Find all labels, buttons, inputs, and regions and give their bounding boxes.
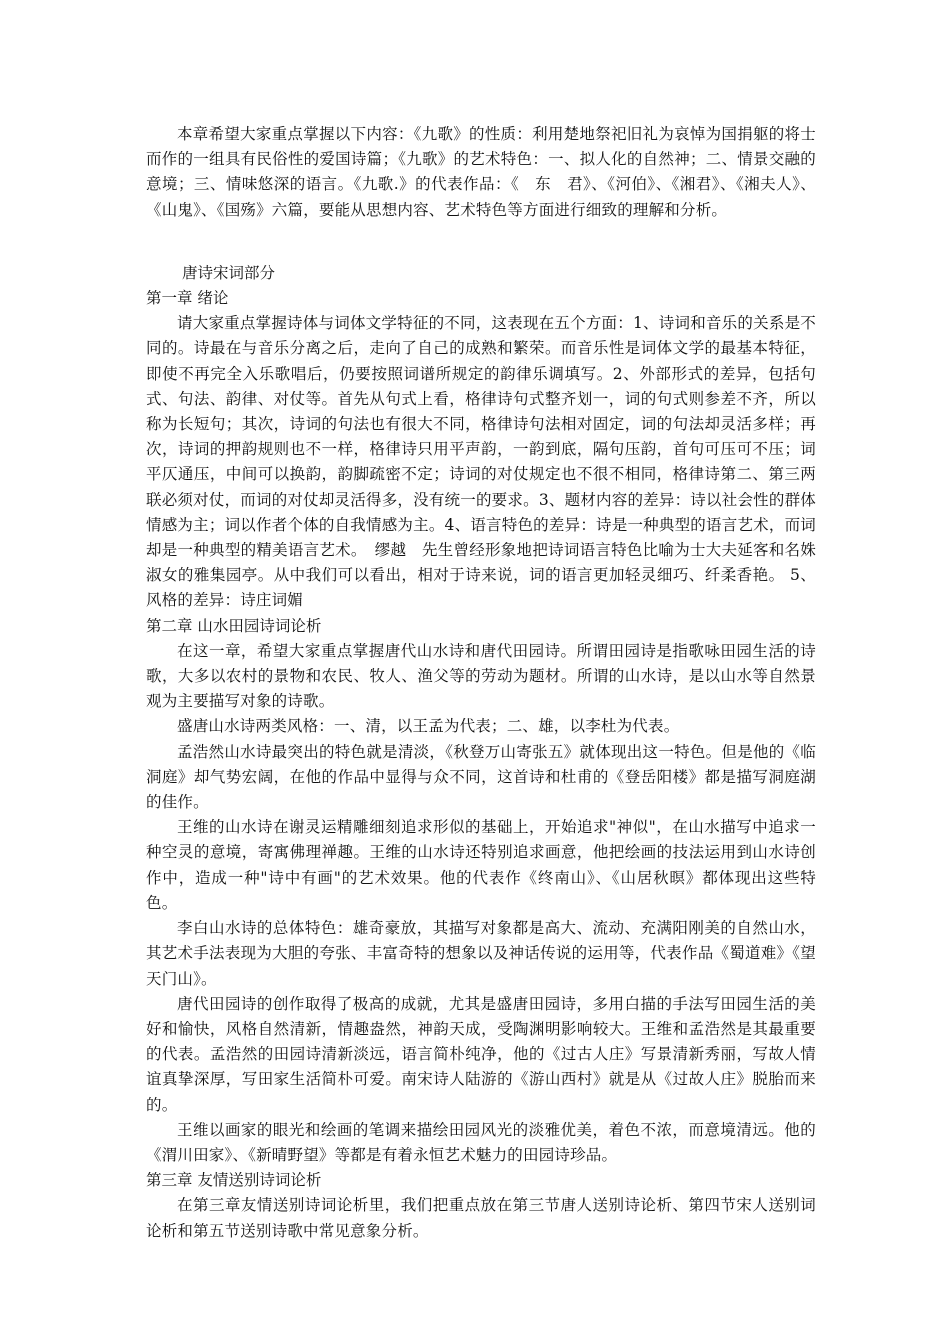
chapter-2-paragraph-6: 唐代田园诗的创作取得了极高的成就，尤其是盛唐田园诗，多用白描的手法写田园生活的美好和愉快，风格自然清新，情趣盎然，神韵天成，受陶渊明影响较大。王维和孟浩然是其最重要的代表。孟浩然的田园诗清新淡远，语言简朴纯净，他的《过古人庄》写景清新秀丽，写故人情谊真挚深厚，写田家生活简朴可爱。南宋诗人陆游的《游山西村》就是从《过故人庄》脱胎而来的。 <box>146 994 816 1114</box>
intro-paragraph: 本章希望大家重点掌握以下内容：《九歌》的性质：利用楚地祭祀旧礼为哀悼为国捐躯的将士而作的一组具有民俗性的爱国诗篇；《九歌》的艺术特色：一、拟人化的自然神；二、情景交融的意境；三、情味悠深的语言。《九歌.》的代表作品：《 东 君》、《河伯》、《湘君》、《湘夫人》、《山鬼》、《国殇》六篇，要能从思想内容、艺术特色等方面进行细致的理解和分析。 <box>146 125 816 219</box>
chapter-2-paragraph-1: 在这一章，希望大家重点掌握唐代山水诗和唐代田园诗。所谓田园诗是指歌咏田园生活的诗歌，大多以农村的景物和农民、牧人、渔父等的劳动为题材。所谓的山水诗，是以山水等自然景观为主要描写对象的诗歌。 <box>146 641 816 711</box>
chapter-2-paragraph-2: 盛唐山水诗两类风格：一、清，以王孟为代表；二、雄，以李杜为代表。 <box>177 717 680 736</box>
section-gap <box>146 223 816 261</box>
chapter-1-paragraph: 请大家重点掌握诗体与词体文学特征的不同，这表现在五个方面：1、诗词和音乐的关系是不同的。诗最在与音乐分离之后，走向了自己的成熟和繁荣。而音乐性是词体文学的最基本特征，即使不再完全入乐歌唱后，仍要按照词谱所规定的韵律乐调填写。2、外部形式的差异，包括句式、句法、韵律、对仗等。首先从句式上看，格律诗句式整齐划一，词的句式则参差不齐，所以称为长短句；其次，诗词的句法也有很大不同，格律诗句法相对固定，词的句法却灵活多样；再次，诗词的押韵规则也不一样，格律诗只用平声韵，一韵到底，隔句压韵，首句可压可不压；词平仄通压，中间可以换韵，韵脚疏密不定；诗词的对仗规定也不很不相同，格律诗第二、第三两联必须对仗，而词的对仗却灵活得多，没有统一的要求。3、题材内容的差异：诗以社会性的群体情感为主；词以作者个体的自我情感为主。4、语言特色的差异：诗是一种典型的语言艺术，而词却是一种典型的精美语言艺术。 缪越 先生曾经形象地把诗词语言特色比喻为士大夫延客和名姝淑女的雅集园亭。从中我们可以看出，相对于诗来说，词的语言更加轻灵细巧、纤柔香艳。 5、风格的差异：诗庄词媚 <box>146 314 816 610</box>
chapter-3-title: 第三章 友情送别诗词论析 <box>146 1171 322 1190</box>
chapter-3-paragraph: 在第三章友情送别诗词论析里，我们把重点放在第三节唐人送别诗论析、第四节宋人送别词论析和第五节送别诗歌中常见意象分析。 <box>146 1196 816 1240</box>
chapter-2-paragraph-7: 王维以画家的眼光和绘画的笔调来描绘田园风光的淡雅优美，着色不浓，而意境清远。他的《渭川田家》、《新晴野望》等都是有着永恒艺术魅力的田园诗珍品。 <box>146 1120 816 1164</box>
chapter-2-paragraph-5: 李白山水诗的总体特色：雄奇豪放，其描写对象都是高大、流动、充满阳刚美的自然山水，其艺术手法表现为大胆的夸张、丰富奇特的想象以及神话传说的运用等，代表作品《蜀道难》《望天门山》。 <box>146 919 816 988</box>
chapter-1-title: 第一章 绪论 <box>146 289 229 308</box>
document-body <box>146 122 816 1244</box>
chapter-2-title: 第二章 山水田园诗词论析 <box>146 616 322 635</box>
part-title: 唐诗宋词部分 <box>182 263 276 282</box>
chapter-2-paragraph-4: 王维的山水诗在谢灵运精雕细刻追求形似的基础上，开始追求"神似"，在山水描写中追求一种空灵的意境，寄寓佛理禅趣。王维的山水诗还特别追求画意，他把绘画的技法运用到山水诗创作中，造成一种"诗中有画"的艺术效果。他的代表作《终南山》、《山居秋暝》都体现出这些特色。 <box>146 818 816 912</box>
chapter-2-paragraph-3: 孟浩然山水诗最突出的特色就是清淡，《秋登万山寄张五》就体现出这一特色。但是他的《临洞庭》却气势宏阔，在他的作品中显得与众不同，这首诗和杜甫的《登岳阳楼》都是描写洞庭湖的佳作。 <box>146 742 816 812</box>
